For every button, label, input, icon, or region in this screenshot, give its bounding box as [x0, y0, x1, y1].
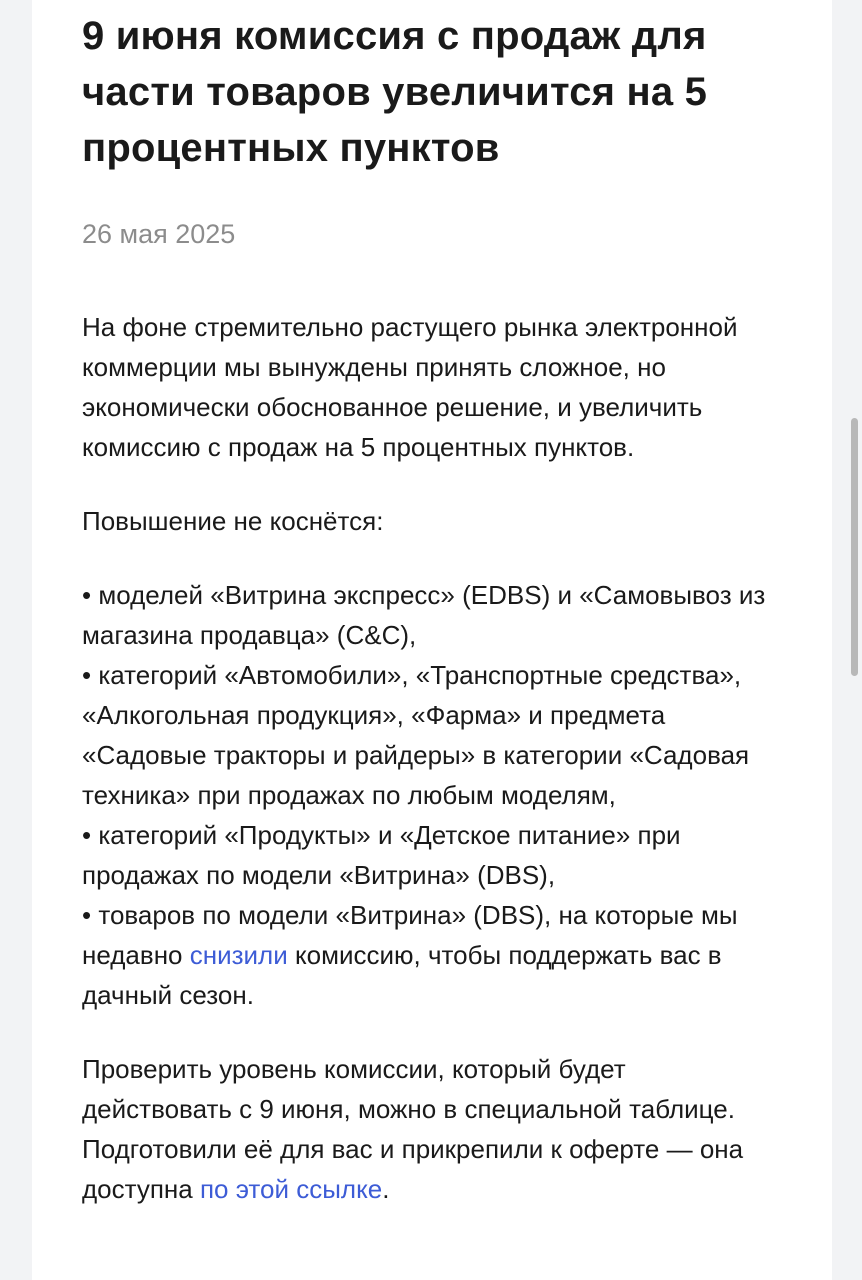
list-item	[82, 895, 782, 1015]
exclusions-heading: Повышение не коснётся:	[82, 506, 384, 536]
exclusions-list	[82, 575, 782, 1015]
article-date: 26 мая 2025	[82, 219, 236, 249]
list-item-text: • товаров по модели «Витрина» (DBS), на которые мы недавно	[82, 900, 738, 970]
list-item: • категорий «Продукты» и «Детское питание» при продажах по модели «Витрина» (DBS),	[82, 820, 681, 890]
reduced-commission-link[interactable]: снизили	[189, 940, 288, 970]
outro-text: Проверить уровень комиссии, который будет действовать с 9 июня, можно в специальной таблице. Подготовили её для вас и прикрепили к оферте — она доступна	[82, 1054, 744, 1204]
article-title: 9 июня комиссия с продаж для части товаров увеличится на 5 процентных пунктов	[82, 14, 708, 170]
list-item-text: комиссию, чтобы поддержать вас в дачный сезон.	[82, 940, 722, 1010]
scrollbar-thumb[interactable]	[851, 418, 858, 676]
offer-link[interactable]: по этой ссылке	[199, 1174, 383, 1204]
article-content	[82, 0, 782, 1209]
list-item: • категорий «Автомобили», «Транспортные средства», «Алкогольная продукция», «Фарма» и предмета «Садовые тракторы и райдеры» в категории «Садовая техника» при продажах по любым моделям,	[82, 660, 750, 810]
outro-text-end: .	[382, 1174, 390, 1204]
article-card	[32, 0, 832, 1280]
outro-paragraph	[82, 1049, 782, 1209]
intro-paragraph: На фоне стремительно растущего рынка электронной коммерции мы вынуждены принять сложное, но экономически обоснованное решение, и увеличить комиссию с продаж на 5 процентных пунктов.	[82, 312, 738, 462]
list-item: • моделей «Витрина экспресс» (EDBS) и «Самовывоз из магазина продавца» (C&C),	[82, 580, 766, 650]
